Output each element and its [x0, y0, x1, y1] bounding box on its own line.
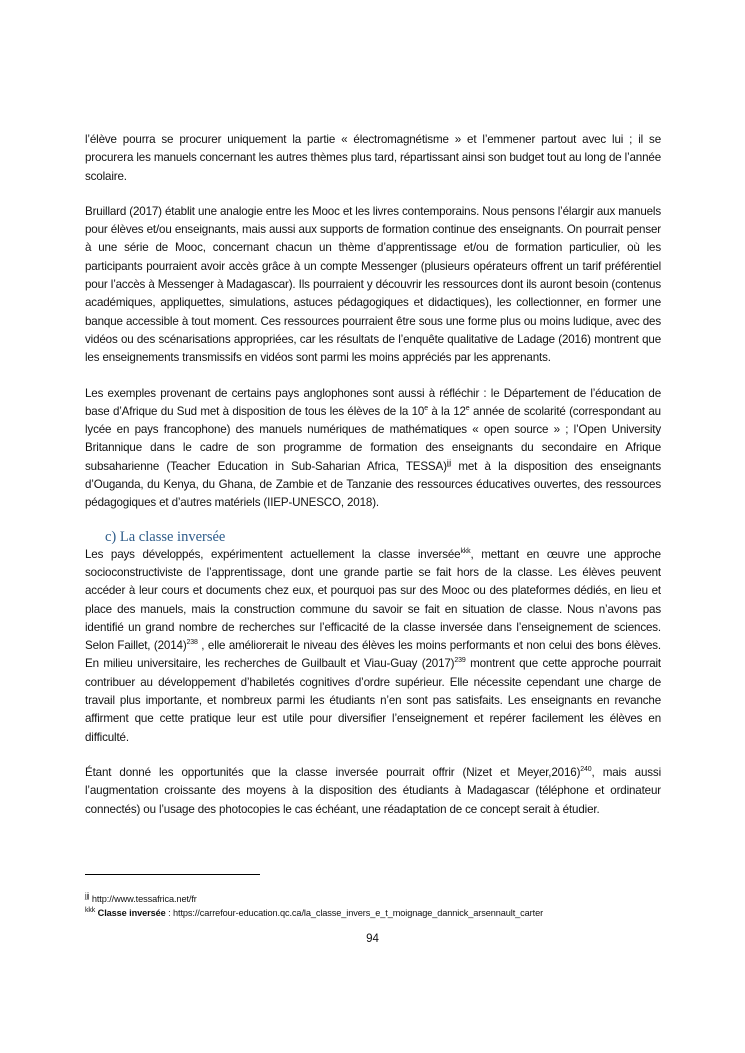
- text: met à la disposition des enseignants d’Ouganda, du Kenya, du Ghana, de Zambie et de Tanzanie des ressources éducatives ouvertes, des ressources pédagogiques et d’autres matériels (IIEP-UNESCO, 2018).: [85, 459, 661, 510]
- text: , mais aussi l’augmentation croissante des moyens à la disposition des étudiants à Madagascar (téléphone et ordinateur connectés) ou l’usage des photocopies le cas échéant, une réadaptation de ce concept serait à étudier.: [85, 765, 661, 816]
- superscript: e: [424, 405, 428, 412]
- paragraph-electromagnetisme: [85, 131, 661, 186]
- section-heading: c) La classe inversée: [105, 528, 226, 545]
- text: à la 12: [427, 404, 466, 418]
- text: l’élève pourra se procurer uniquement la partie « électromagnétisme » et l’emmener partout avec lui ; il se procurera les manuels concernant les autres thèmes plus tard, répartissant ainsi son budget tout au long de l’année scolaire.: [85, 133, 661, 183]
- text: Bruillard (2017) établit une analogie entre les Mooc et les livres contemporains. Nous pensons l’élargir aux manuels pour élèves et/ou enseignants, mais aussi aux supports de formation continue des enseignants. On pourrait penser à une série de Mooc, concernant chacun un thème d’apprentissage et/ou de formation particulier, où les participants pourraient avoir accès grâce à un compte Messenger (plusieurs opérateurs offrent un tarif préférentiel pour l’accès à Messenger à Madagascar). Ils pourraient y découvrir les ressources dont ils auront besoin (contenus académiques, appliquettes, simulations, astuces pédagogiques et didactiques), les collectionner, en former une banque accessible à tout moment. Ces ressources pourraient être sous une forme plus ou moins ludique, avec des vidéos ou des scénarisations appropriées, car les résultats de l’enquête qualitative de Ladage (2016) montrent que les enseignements transmissifs en vidéos sont parmi les moins appréciés par les apprenants.: [85, 204, 661, 365]
- footnote-ref[interactable]: 239: [454, 657, 466, 665]
- text: année de scolarité (correspondant au lycée en pays francophone) des manuels numériques de mathématiques « open source » ; l’Open University Britannique dans le cadre de son programme de formation des enseignants du secondaire en Afrique subsaharienne (Teacher Education in Sub-Saharian Africa, TESSA): [85, 404, 661, 473]
- text: , elle améliorerait le niveau des élèves les moins performants et non celui des bons élèves. En milieu universitaire, les recherches de Guilbault et Viau-Guay (2017): [85, 639, 661, 671]
- footnote-link[interactable]: http://www.tessafrica.net/fr: [89, 894, 197, 904]
- footnote-mark: kkk: [85, 906, 96, 914]
- footnote-jjj: [85, 893, 197, 906]
- paragraph-pays-developpes: [85, 546, 661, 747]
- paragraph-exemples: [85, 385, 661, 513]
- footnote-bold: Classe inversée: [95, 908, 166, 918]
- page-number: 94: [366, 933, 379, 945]
- text: Étant donné les opportunités que la classe inversée pourrait offrir (Nizet et Meyer,2016): [85, 765, 581, 779]
- text: , mettant en œuvre une approche socioconstructiviste de l’apprentissage, dont une grande partie se fait hors de la classe. Les élèves peuvent accéder à leur cours et documents chez eux, et pourquoi pas sur des Mooc ou des plateformes dédiés, en lieu et place des manuels, mais la construction commune du savoir se fait en situation de classe. Nous n’avons pas identifié un grand nombre de recherches sur l’efficacité de la classe inversée dans l’enseignement de sciences. Selon Faillet, (2014): [85, 547, 661, 653]
- footnote-ref[interactable]: 240: [580, 766, 592, 774]
- footnote-separator: [85, 874, 260, 875]
- text: Les exemples provenant de certains pays anglophones sont aussi à réfléchir : le Département de l’éducation de base d’Afrique du Sud met à disposition de tous les élèves de la 10: [85, 386, 661, 418]
- footnote-ref[interactable]: 238: [186, 639, 198, 647]
- footnote-ref[interactable]: kkk: [460, 547, 471, 555]
- text: Les pays développés, expérimentent actuellement la classe inversée: [85, 547, 461, 561]
- paragraph-etant-donne: [85, 764, 661, 819]
- footnote-mark: jjj: [85, 892, 90, 900]
- text: montrent que cette approche pourrait contribuer au développement d’habiletés cognitives d’ordre supérieur. Elle nécessite cependant une charge de travail plus importante, et nombreux parmi les étudiants n’en sont pas satisfaits. Les enseignants en revanche affirment que cette pratique leur est utile pour diversifier l’enseignement et repérer facilement les élèves en difficulté.: [85, 657, 661, 744]
- footnote-kkk: [85, 907, 543, 920]
- footnote-link[interactable]: : https://carrefour-education.qc.ca/la_classe_invers_e_t_moignage_dannick_arsennault_carter: [165, 908, 544, 918]
- paragraph-bruillard: [85, 203, 661, 368]
- footnote-ref[interactable]: jjj: [446, 459, 452, 467]
- page-body: [85, 131, 661, 836]
- superscript: e: [465, 405, 470, 412]
